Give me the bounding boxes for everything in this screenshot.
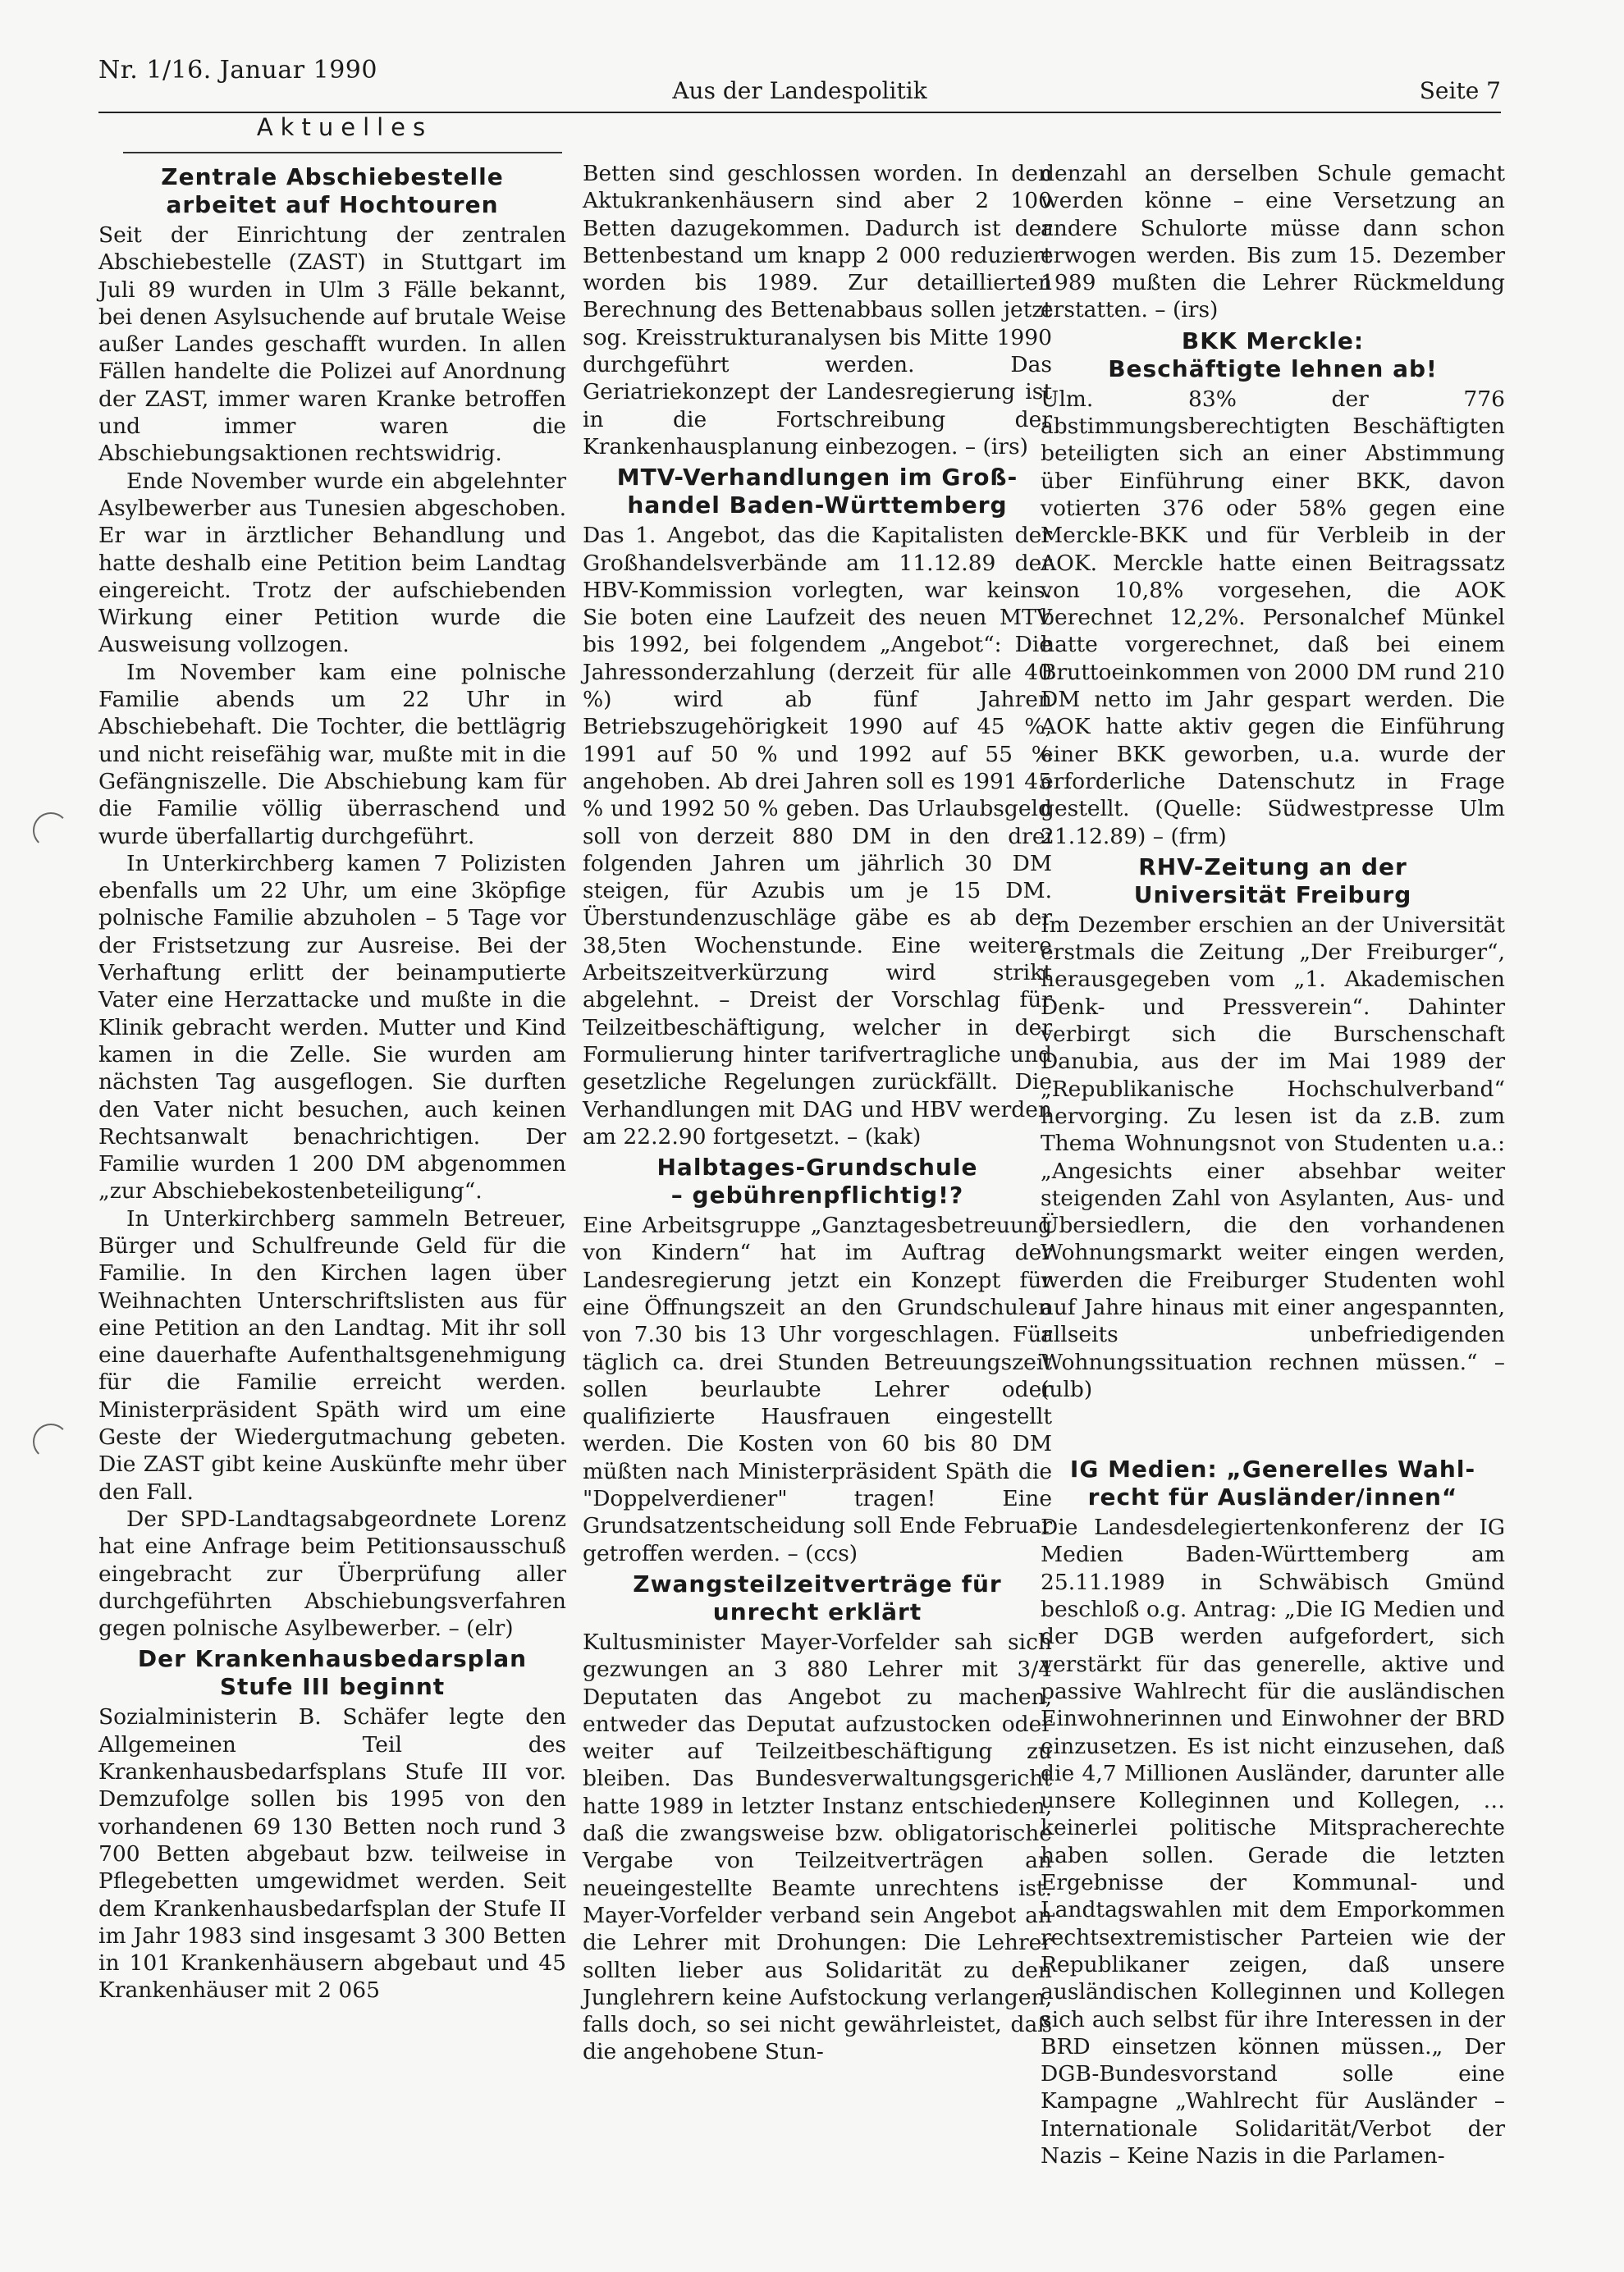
rubric-title: Aktuelles — [256, 113, 433, 141]
column-spacer — [1041, 1403, 1505, 1452]
punch-hole-mark — [33, 812, 69, 848]
headline-line: Universität Freiburg — [1133, 880, 1412, 908]
headline-line: Beschäftigte lehnen ab! — [1108, 354, 1438, 382]
rubric-rule — [123, 152, 562, 153]
article-paragraph: Im Dezember erschien an der Universität erstmals die Zeitung „Der Freiburger“, herausgegeben vom „1. Akademischen Denk- und Pressverein“. Dahinter verbirgt sich die Burschenschaft Danubia, aus der im Mai 1989 der „Republikanische Hochschulverband“ hervorging. Zu lesen ist da z.B. zum Thema Wohnungsnot von Studenten u.a.: „Angesichts einer absehbar weiter steigenden Zahl von Asylanten, Aus- und Übersiedlern, die den vorhandenen Wohnungsmarkt weiter eingen werden, werden die Freiburger Studenten wohl auf Jahre hinaus mit einer angespannten, allseits unbefriedigenden Wohnungssituation rechnen müssen.“ – (ulb) — [1041, 912, 1505, 1402]
article-headline — [1041, 853, 1505, 909]
article-paragraph: In Unterkirchberg kamen 7 Polizisten ebenfalls um 22 Uhr, um eine 3köpfige polnische Familie abzuholen – 5 Tage vor der Fristsetzung zur Ausreise. Bei der Verhaftung erlitt der beinamputierte Vater eine Herzattacke und mußte in die Klinik gebracht werden. Mutter und Kind kamen in die Zelle. Sie wurden am nächsten Tag ausgeflogen. Sie durften den Vater nicht besuchen, auch keinen Rechtsanwalt benachrichtigen. Der Familie wurden 1 200 DM abgenommen „zur Abschiebekostenbeteiligung“. — [98, 850, 566, 1205]
article-paragraph: Ulm. 83% der 776 abstimmungsberechtigten Beschäftigten beteiligten sich an einer Abstimmung über Einführung einer BKK, davon votierten 376 oder 58% gegen eine Merckle-BKK und für Verbleib in der AOK. Merckle hatte einen Beitragssatz von 10,8% vorgesehen, die AOK berechnet 12,2%. Personalchef Münkel hatte vorgerechnet, daß bei einem Bruttoeinkommen von 2000 DM rund 210 DM netto im Jahr gespart werden. Die AOK hatte aktiv gegen die Einführung einer BKK geworben, u.a. wurde der erforderliche Datenschutz in Frage gestellt. (Quelle: Südwestpresse Ulm 21.12.89) – (frm) — [1041, 386, 1505, 849]
headline-line: BKK Merckle: — [1181, 327, 1365, 354]
headline-line: unrecht erklärt — [712, 1598, 922, 1625]
article-paragraph: Betten sind geschlossen worden. In den Aktukrankenhäusern sind aber 2 100 Betten dazugekommen. Dadurch ist der Bettenbestand um knapp 2 000 reduziert worden bis 1989. Zur detaillierten Berechnung des Bettenabbaus sollen jetzt sog. Kreisstrukturanalysen bis Mitte 1990 durchgeführt werden. Das Geriatriekonzept der Landesregierung ist in die Fortschreibung der Krankenhausplanung einbezogen. – (irs) — [583, 161, 1052, 459]
article-paragraph: Sozialministerin B. Schäfer legte den Allgemeinen Teil des Krankenhausbedarfsplans Stufe III vor. Demzufolge sollen bis 1995 von den vorhandenen 69 130 Betten noch rund 3 700 Betten abgebaut bzw. teilweise in Pflegebetten umgewidmet werden. Seit dem Krankenhausbedarfsplan der Stufe II im Jahr 1983 sind insgesamt 3 300 Betten in 101 Krankenhäusern abgebaut und 45 Krankenhäuser mit 2 065 — [98, 1704, 566, 2004]
headline-line: Der Krankenhausbedarsplan — [137, 1645, 528, 1673]
headline-line: RHV-Zeitung an der — [1138, 853, 1407, 880]
article-headline — [1041, 1456, 1505, 1511]
issue-number: Nr. 1/16. Januar 1990 — [98, 56, 377, 85]
article-headline — [98, 1645, 566, 1701]
article-paragraph: Im November kam eine polnische Familie abends um 22 Uhr in Abschiebehaft. Die Tochter, die bettlägrig und nicht reisefähig war, mußte mit in die Gefängniszelle. Die Abschiebung kam für die Familie völlig überraschend und wurde überfallartig durchgeführt. — [98, 659, 566, 849]
article-headline — [583, 464, 1052, 519]
article-headline — [98, 163, 566, 219]
headline-line: handel Baden-Württemberg — [627, 491, 1008, 519]
headline-line: – gebührenpflichtig!? — [670, 1182, 964, 1209]
punch-hole-mark — [33, 1424, 69, 1460]
headline-line: MTV-Verhandlungen im Groß- — [616, 464, 1018, 491]
article-paragraph: Ende November wurde ein abgelehnter Asylbewerber aus Tunesien abgeschoben. Er war in ärztlicher Behandlung und hatte deshalb eine Petition beim Landtag eingereicht. Trotz der aufschiebenden Wirkung einer Petition wurde die Ausweisung vollzogen. — [98, 468, 566, 658]
article-headline — [583, 1570, 1052, 1626]
column-2 — [583, 160, 1052, 2066]
article-paragraph: In Unterkirchberg sammeln Betreuer, Bürger und Schulfreunde Geld für die Familie. In den Kirchen lagen über Weihnachten Unterschriftslisten aus für eine Petition an den Landtag. Mit ihr soll eine dauerhafte Aufenthaltsgenehmigung für die Familie erreicht werden. Ministerpräsident Späth wird um eine Geste der Wiedergutmachung gebeten. Die ZAST gibt keine Auskünfte mehr über den Fall. — [98, 1205, 566, 1505]
headline-line: arbeitet auf Hochtouren — [166, 191, 499, 218]
article-paragraph: Eine Arbeitsgruppe „Ganztagesbetreuung von Kindern“ hat im Auftrag der Landesregierung jetzt ein Konzept für eine Öffnungszeit an den Grundschulen von 7.30 bis 13 Uhr vorgeschlagen. Für täglich ca. drei Stunden Betreuungszeit sollen beurlaubte Lehrer oder qualifizierte Hausfrauen eingestellt werden. Die Kosten von 60 bis 80 DM müßten nach Ministerpräsident Späth die "Doppelverdiener" tragen! Eine Grundsatzentscheidung soll Ende Februar getroffen werden. – (ccs) — [583, 1213, 1052, 1566]
headline-line: Zwangsteilzeitverträge für — [633, 1570, 1002, 1598]
article-headline — [583, 1154, 1052, 1209]
article-paragraph: Das 1. Angebot, das die Kapitalisten der Großhandelsverbände am 11.12.89 der HBV-Kommission vorlegten, war keins. Sie boten eine Laufzeit des neuen MTV bis 1992, bei folgendem „Angebot“: Die Jahressonderzahlung (derzeit für alle 40 %) wird ab fünf Jahren Betriebszugehörigkeit 1990 auf 45 %, 1991 auf 50 % und 1992 auf 55 % angehoben. Ab drei Jahren soll es 1991 45 % und 1992 50 % geben. Das Urlaubsgeld soll von derzeit 880 DM in den drei folgenden Jahren um jährlich 30 DM steigen, für Azubis um je 15 DM. Überstundenzuschläge gäbe es ab der 38,5ten Wochenstunde. Eine weitere Arbeitszeitverkürzung wird strikt abgelehnt. – Dreist der Vorschlag für Teilzeitbeschäftigung, welcher in der Formulierung hinter tarifvertragliche und gesetzliche Regelungen zurückfällt. Die Verhandlungen mit DAG und HBV werden am 22.2.90 fortgesetzt. – (kak) — [583, 523, 1052, 1150]
article-paragraph: Die Landesdelegiertenkonferenz der IG Medien Baden-Württemberg am 25.11.1989 in Schwäbisch Gmünd beschloß o.g. Antrag: „Die IG Medien und der DGB werden aufgefordert, sich verstärkt für das generelle, aktive und passive Wahlrecht für die ausländischen Einwohnerinnen und Einwohner der BRD einzusetzen. Es ist nicht einzusehen, daß die 4,7 Millionen Ausländer, darunter alle unsere Kolleginnen und Kollegen, … keinerlei politische Mitspracherechte haben sollen. Gerade die letzten Ergebnisse der Kommunal- und Landtagswahlen mit dem Emporkommen rechtsextremistischer Parteien wie der Republikaner zeigen, daß unsere ausländischen Kolleginnen und Kollegen sich auch selbst für ihre Interessen in der BRD einsetzen können müssen.„ Der DGB-Bundesvorstand solle eine Kampagne „Wahlrecht für Ausländer – Internationale Solidarität/Verbot der Nazis – Keine Nazis in die Parlamen- — [1041, 1515, 1505, 2169]
article-paragraph: Seit der Einrichtung der zentralen Abschiebestelle (ZAST) in Stuttgart im Juli 89 wurden in Ulm 3 Fälle bekannt, bei denen Asylsuchende auf brutale Weise außer Landes geschafft wurden. In allen Fällen handelte die Polizei auf Anordnung der ZAST, immer waren Kranke betroffen und immer waren die Abschiebungsaktionen rechtswidrig. — [98, 222, 566, 467]
headline-line: Stufe III beginnt — [219, 1673, 446, 1701]
article-paragraph: Kultusminister Mayer-Vorfelder sah sich gezwungen an 3 880 Lehrer mit 3/4 Deputaten das Angebot zu machen, entweder das Deputat aufzustocken oder weiter auf Teilzeitbeschäftigung zu bleiben. Das Bundesverwaltungsgericht hatte 1989 in letzter Instanz entschieden, daß die zwangsweise bzw. obligatorische Vergabe von Teilzeitverträgen an neueingestellte Beamte unrechtens ist. Mayer-Vorfelder verband sein Angebot an die Lehrer mit Drohungen: Die Lehrer sollten lieber aus Solidarität zu den Junglehrern keine Aufstockung verlangen, falls doch, so sei nicht gewährleistet, daß die angehobene Stun- — [583, 1629, 1052, 2065]
headline-line: IG Medien: „Generelles Wahl- — [1069, 1456, 1476, 1483]
headline-line: recht für Ausländer/innen“ — [1087, 1483, 1458, 1511]
headline-line: Halbtages-Grundschule — [656, 1154, 978, 1182]
article-paragraph: denzahl an derselben Schule gemacht werden könne – eine Versetzung an andere Schulorte müsse dann schon erwogen werden. Bis zum 15. Dezember 1989 mußten die Lehrer Rückmeldung erstatten. – (irs) — [1041, 161, 1505, 323]
page-header — [98, 56, 1501, 115]
column-1 — [98, 160, 566, 2005]
article-headline — [1041, 327, 1505, 383]
page-number: Seite 7 — [1419, 77, 1501, 104]
headline-line: Zentrale Abschiebestelle — [161, 163, 504, 190]
column-3 — [1041, 160, 1505, 2169]
section-name: Aus der Landespolitik — [672, 77, 927, 104]
article-paragraph: Der SPD-Landtagsabgeordnete Lorenz hat eine Anfrage beim Petitionsausschuß eingebracht zur Überprüfung aller durchgeführten Abschiebungsverfahren gegen polnische Asylbewerber. – (elr) — [98, 1506, 566, 1642]
